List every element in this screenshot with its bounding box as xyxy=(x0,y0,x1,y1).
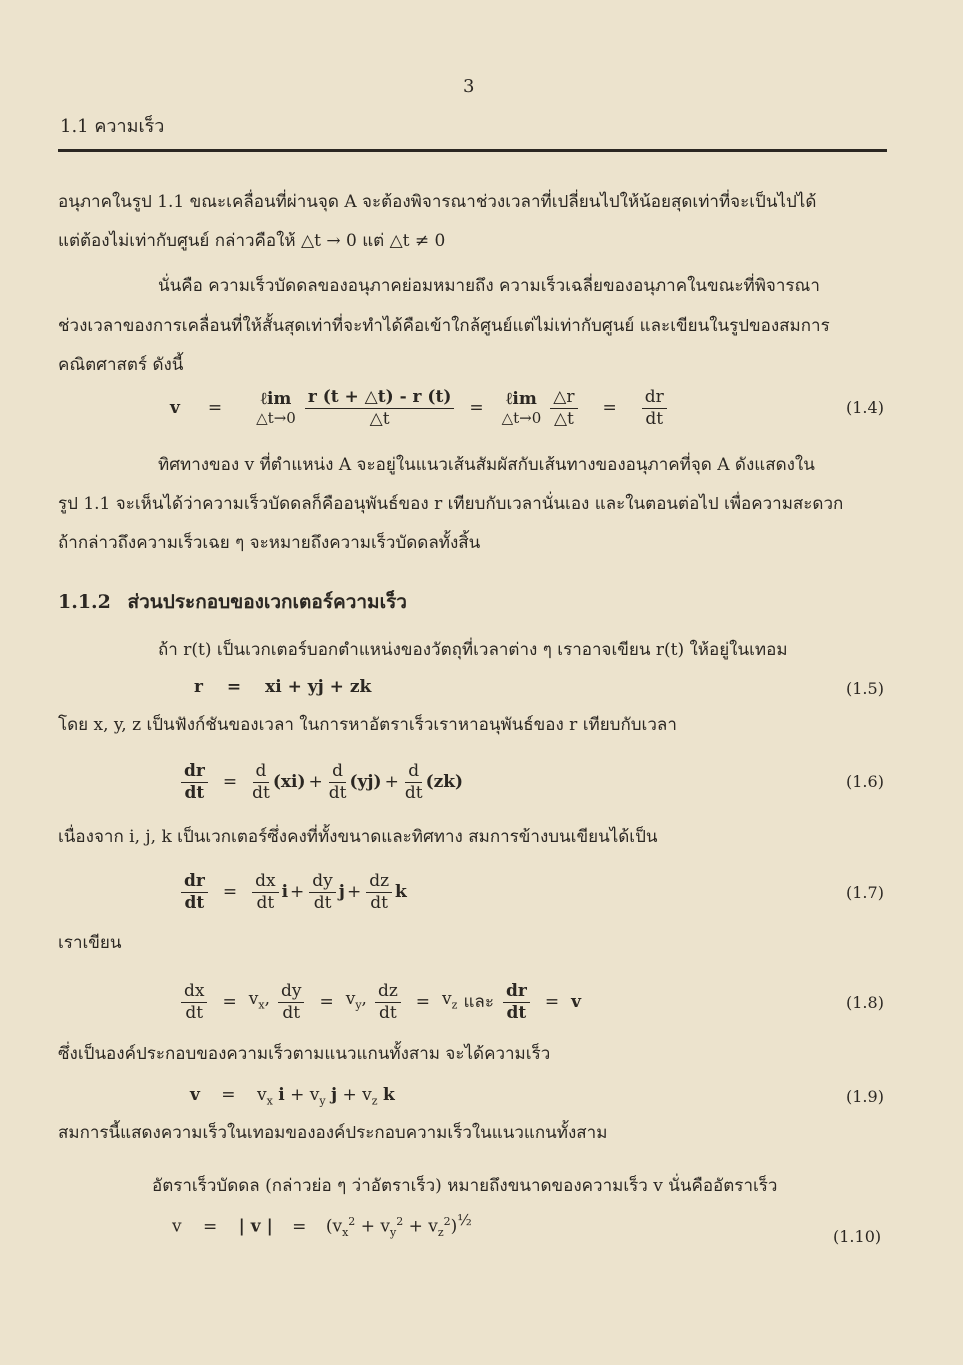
fraction xyxy=(366,872,392,913)
numerator: dz xyxy=(375,982,401,1003)
eq-term: k xyxy=(395,882,407,902)
fraction xyxy=(252,872,278,913)
text-line: ถ้า r(t) เป็นเวกเตอร์บอกตำแหน่งของวัตถุที่เวลาต่าง ๆ เราอาจเขียน r(t) ให้อยู่ในเทอม xyxy=(158,640,788,660)
limit xyxy=(502,389,542,427)
and-word: และ xyxy=(463,992,494,1012)
eq-symbol: = xyxy=(226,677,242,697)
eq-symbol: + xyxy=(290,1085,305,1105)
equation-1-7 xyxy=(178,868,407,916)
unit-vector: j xyxy=(330,1085,338,1105)
eq-term xyxy=(249,989,270,1015)
equation-number: (1.6) xyxy=(846,772,884,791)
subscript: z xyxy=(451,998,458,1012)
eq-symbol: + xyxy=(408,1216,423,1237)
fraction xyxy=(309,872,336,913)
lim-subscript: △t→0 xyxy=(256,409,296,427)
eq-symbol: = xyxy=(544,992,560,1012)
v-symbol: v xyxy=(345,988,356,1009)
v-symbol: v xyxy=(571,992,581,1012)
equation-1-9 xyxy=(190,1085,395,1111)
denominator: dt xyxy=(313,892,332,913)
v-symbol: v xyxy=(309,1085,320,1105)
numerator: dy xyxy=(309,872,336,893)
fraction xyxy=(305,388,455,429)
equation-1-10 xyxy=(172,1210,472,1243)
denominator: dt xyxy=(379,1002,397,1023)
fraction xyxy=(329,762,347,803)
equation-1-8 xyxy=(178,978,581,1026)
superscript: 2 xyxy=(348,1215,356,1228)
subscript: z xyxy=(371,1094,378,1108)
text-line: ซึ่งเป็นองค์ประกอบของความเร็วตามแนวแกนทั้งสาม จะได้ความเร็ว xyxy=(58,1044,551,1064)
denominator: dt xyxy=(252,782,270,803)
denominator: dt xyxy=(506,1002,527,1023)
numerator: dz xyxy=(366,872,392,893)
equation-1-4 xyxy=(170,382,670,434)
fraction xyxy=(252,762,270,803)
numerator: dr xyxy=(503,982,530,1003)
page-number: 3 xyxy=(463,76,475,97)
eq-symbol: = xyxy=(602,398,617,418)
fraction xyxy=(642,388,667,429)
fraction xyxy=(503,982,530,1023)
text-line: คณิตศาสตร์ ดังนี้ xyxy=(58,355,184,375)
eq-term: j xyxy=(338,882,345,902)
numerator: dr xyxy=(181,872,208,893)
text-line: อนุภาคในรูป 1.1 ขณะเคลื่อนที่ผ่านจุด A จะต้องพิจารณาช่วงเวลาที่เปลี่ยนไปให้น้อยสุดเท่าที่จะเป็นไปได้ xyxy=(58,192,817,212)
eq-expression: xi + yj + zk xyxy=(265,677,372,697)
denominator: dt xyxy=(370,892,388,913)
denominator: dt xyxy=(185,1002,204,1023)
subscript: x xyxy=(342,1226,349,1240)
superscript: 2 xyxy=(396,1215,404,1228)
fraction xyxy=(550,388,577,429)
eq-symbol: + xyxy=(308,772,323,792)
numerator: △r xyxy=(550,388,577,409)
numerator: d xyxy=(405,762,422,783)
lim-subscript: △t→0 xyxy=(501,409,542,427)
equation-number: (1.4) xyxy=(846,398,884,417)
header-rule xyxy=(58,149,887,152)
text-line: อัตราเร็วบัดดล (กล่าวย่อ ๆ ว่าอัตราเร็ว) หมายถึงขนาดของความเร็ว v นั่นคืออัตราเร็ว xyxy=(152,1176,778,1196)
eq-symbol: = xyxy=(292,1216,307,1237)
equation-number: (1.7) xyxy=(846,883,884,902)
limit xyxy=(256,389,296,427)
equation-1-5 xyxy=(194,677,371,697)
v-symbol: v xyxy=(442,988,452,1009)
denominator: dt xyxy=(256,892,275,913)
numerator: d xyxy=(329,762,346,783)
unit-vector: i xyxy=(278,1085,285,1105)
fraction xyxy=(278,982,305,1023)
eq-term xyxy=(442,989,457,1015)
numerator: d xyxy=(253,762,270,783)
exponent: ½ xyxy=(457,1211,472,1229)
numerator: r (t + △t) - r (t) xyxy=(305,388,455,409)
text-line: ถ้ากล่าวถึงความเร็วเฉย ๆ จะหมายถึงความเร็วบัดดลทั้งสิ้น xyxy=(58,533,481,553)
denominator: △t xyxy=(369,408,390,429)
equation-number: (1.8) xyxy=(846,993,884,1012)
subscript: z xyxy=(437,1226,444,1240)
eq-symbol: = xyxy=(222,992,237,1012)
subscript: x xyxy=(258,998,265,1012)
eq-symbol: = xyxy=(415,992,431,1012)
text-line: แต่ต้องไม่เท่ากับศูนย์ กล่าวคือให้ △t → 0 แต่ △t ≠ 0 xyxy=(58,231,446,251)
eq-symbol: r xyxy=(194,677,203,697)
eq-symbol: v xyxy=(170,398,180,418)
numerator: dr xyxy=(181,762,208,783)
eq-term xyxy=(346,989,367,1015)
text-line: เราเขียน xyxy=(58,933,122,953)
fraction xyxy=(405,762,423,803)
text-line: นั่นคือ ความเร็วบัดดลของอนุภาคย่อมหมายถึง ความเร็วเฉลี่ยของอนุภาคในขณะที่พิจารณา xyxy=(158,276,820,296)
v-symbol: v xyxy=(190,1085,200,1105)
subscript: x xyxy=(266,1094,273,1108)
lim-symbol: ℓim xyxy=(260,389,292,409)
v-symbol: v xyxy=(428,1216,438,1237)
unit-vector: k xyxy=(382,1085,395,1105)
subscript: y xyxy=(355,998,362,1012)
lim-symbol: ℓim xyxy=(506,389,537,409)
numerator: dx xyxy=(252,872,278,893)
eq-symbol: = xyxy=(221,1085,236,1105)
eq-symbol: + xyxy=(384,772,399,792)
eq-symbol: + xyxy=(346,882,362,902)
eq-symbol: = xyxy=(222,882,238,902)
eq-symbol: = xyxy=(319,992,334,1012)
denominator: dt xyxy=(282,1002,301,1023)
denominator: dt xyxy=(645,408,664,429)
fraction xyxy=(181,762,208,803)
v-symbol: v xyxy=(362,1085,372,1105)
v-symbol: v xyxy=(380,1216,390,1237)
text-line: ทิศทางของ v ที่ตำแหน่ง A จะอยู่ในแนวเส้นสัมผัสกับเส้นทางของอนุภาคที่จุด A ดังแสดงใน xyxy=(158,455,815,475)
eq-symbol: + xyxy=(360,1216,375,1237)
eq-term: (zk) xyxy=(425,772,464,792)
numerator: dx xyxy=(181,982,207,1003)
eq-symbol: + xyxy=(342,1085,357,1105)
subsection-title: ส่วนประกอบของเวกเตอร์ความเร็ว xyxy=(127,591,407,613)
eq-symbol: = xyxy=(469,398,484,418)
magnitude: | v | xyxy=(238,1216,273,1237)
v-symbol: v xyxy=(172,1216,182,1237)
eq-symbol: + xyxy=(290,882,305,902)
text-line: สมการนี้แสดงความเร็วในเทอมขององค์ประกอบความเร็วในแนวแกนทั้งสาม xyxy=(58,1123,608,1143)
fraction xyxy=(375,982,401,1023)
eq-term: (yj) xyxy=(349,772,382,792)
fraction xyxy=(181,872,208,913)
paren: ) xyxy=(450,1216,458,1237)
equation-1-6 xyxy=(178,758,463,806)
comma: , xyxy=(361,988,367,1009)
text-line: รูป 1.1 จะเห็นได้ว่าความเร็วบัดดลก็คืออนุพันธ์ของ r เทียบกับเวลานั่นเอง และในตอนต่อไป เพื่อความสะดวก xyxy=(58,494,844,514)
denominator: dt xyxy=(328,782,347,803)
subscript: y xyxy=(319,1094,326,1108)
equation-number: (1.5) xyxy=(846,679,884,698)
denominator: dt xyxy=(184,892,205,913)
equation-number: (1.10) xyxy=(833,1227,882,1246)
v-symbol: v xyxy=(256,1085,267,1105)
denominator: △t xyxy=(553,408,574,429)
eq-symbol: = xyxy=(222,772,238,792)
fraction xyxy=(181,982,207,1023)
equation-number: (1.9) xyxy=(846,1087,884,1106)
numerator: dr xyxy=(642,388,667,409)
v-symbol: (v xyxy=(325,1216,343,1237)
subsection-number: 1.1.2 xyxy=(58,591,111,613)
eq-symbol: = xyxy=(203,1216,218,1237)
comma: , xyxy=(264,988,270,1009)
denominator: dt xyxy=(184,782,205,803)
text-line: เนื่องจาก i, j, k เป็นเวกเตอร์ซึ่งคงที่ทั้งขนาดและทิศทาง สมการข้างบนเขียนได้เป็น xyxy=(58,827,658,847)
subsection-heading xyxy=(58,587,407,617)
numerator: dy xyxy=(278,982,305,1003)
subscript: y xyxy=(389,1226,397,1240)
eq-term: (xi) xyxy=(272,772,306,792)
section-header: 1.1 ความเร็ว xyxy=(60,116,165,137)
eq-term: i xyxy=(281,882,289,902)
text-line: โดย x, y, z เป็นฟังก์ชันของเวลา ในการหาอัตราเร็วเราหาอนุพันธ์ของ r เทียบกับเวลา xyxy=(58,715,677,735)
v-symbol: v xyxy=(248,988,259,1009)
superscript: 2 xyxy=(443,1215,451,1228)
eq-symbol: = xyxy=(207,398,223,418)
denominator: dt xyxy=(404,782,423,803)
text-line: ช่วงเวลาของการเคลื่อนที่ให้สั้นสุดเท่าที่จะทำได้คือเข้าใกล้ศูนย์แต่ไม่เท่ากับศูนย์ และเขียนในรูปของสมการ xyxy=(58,316,830,336)
